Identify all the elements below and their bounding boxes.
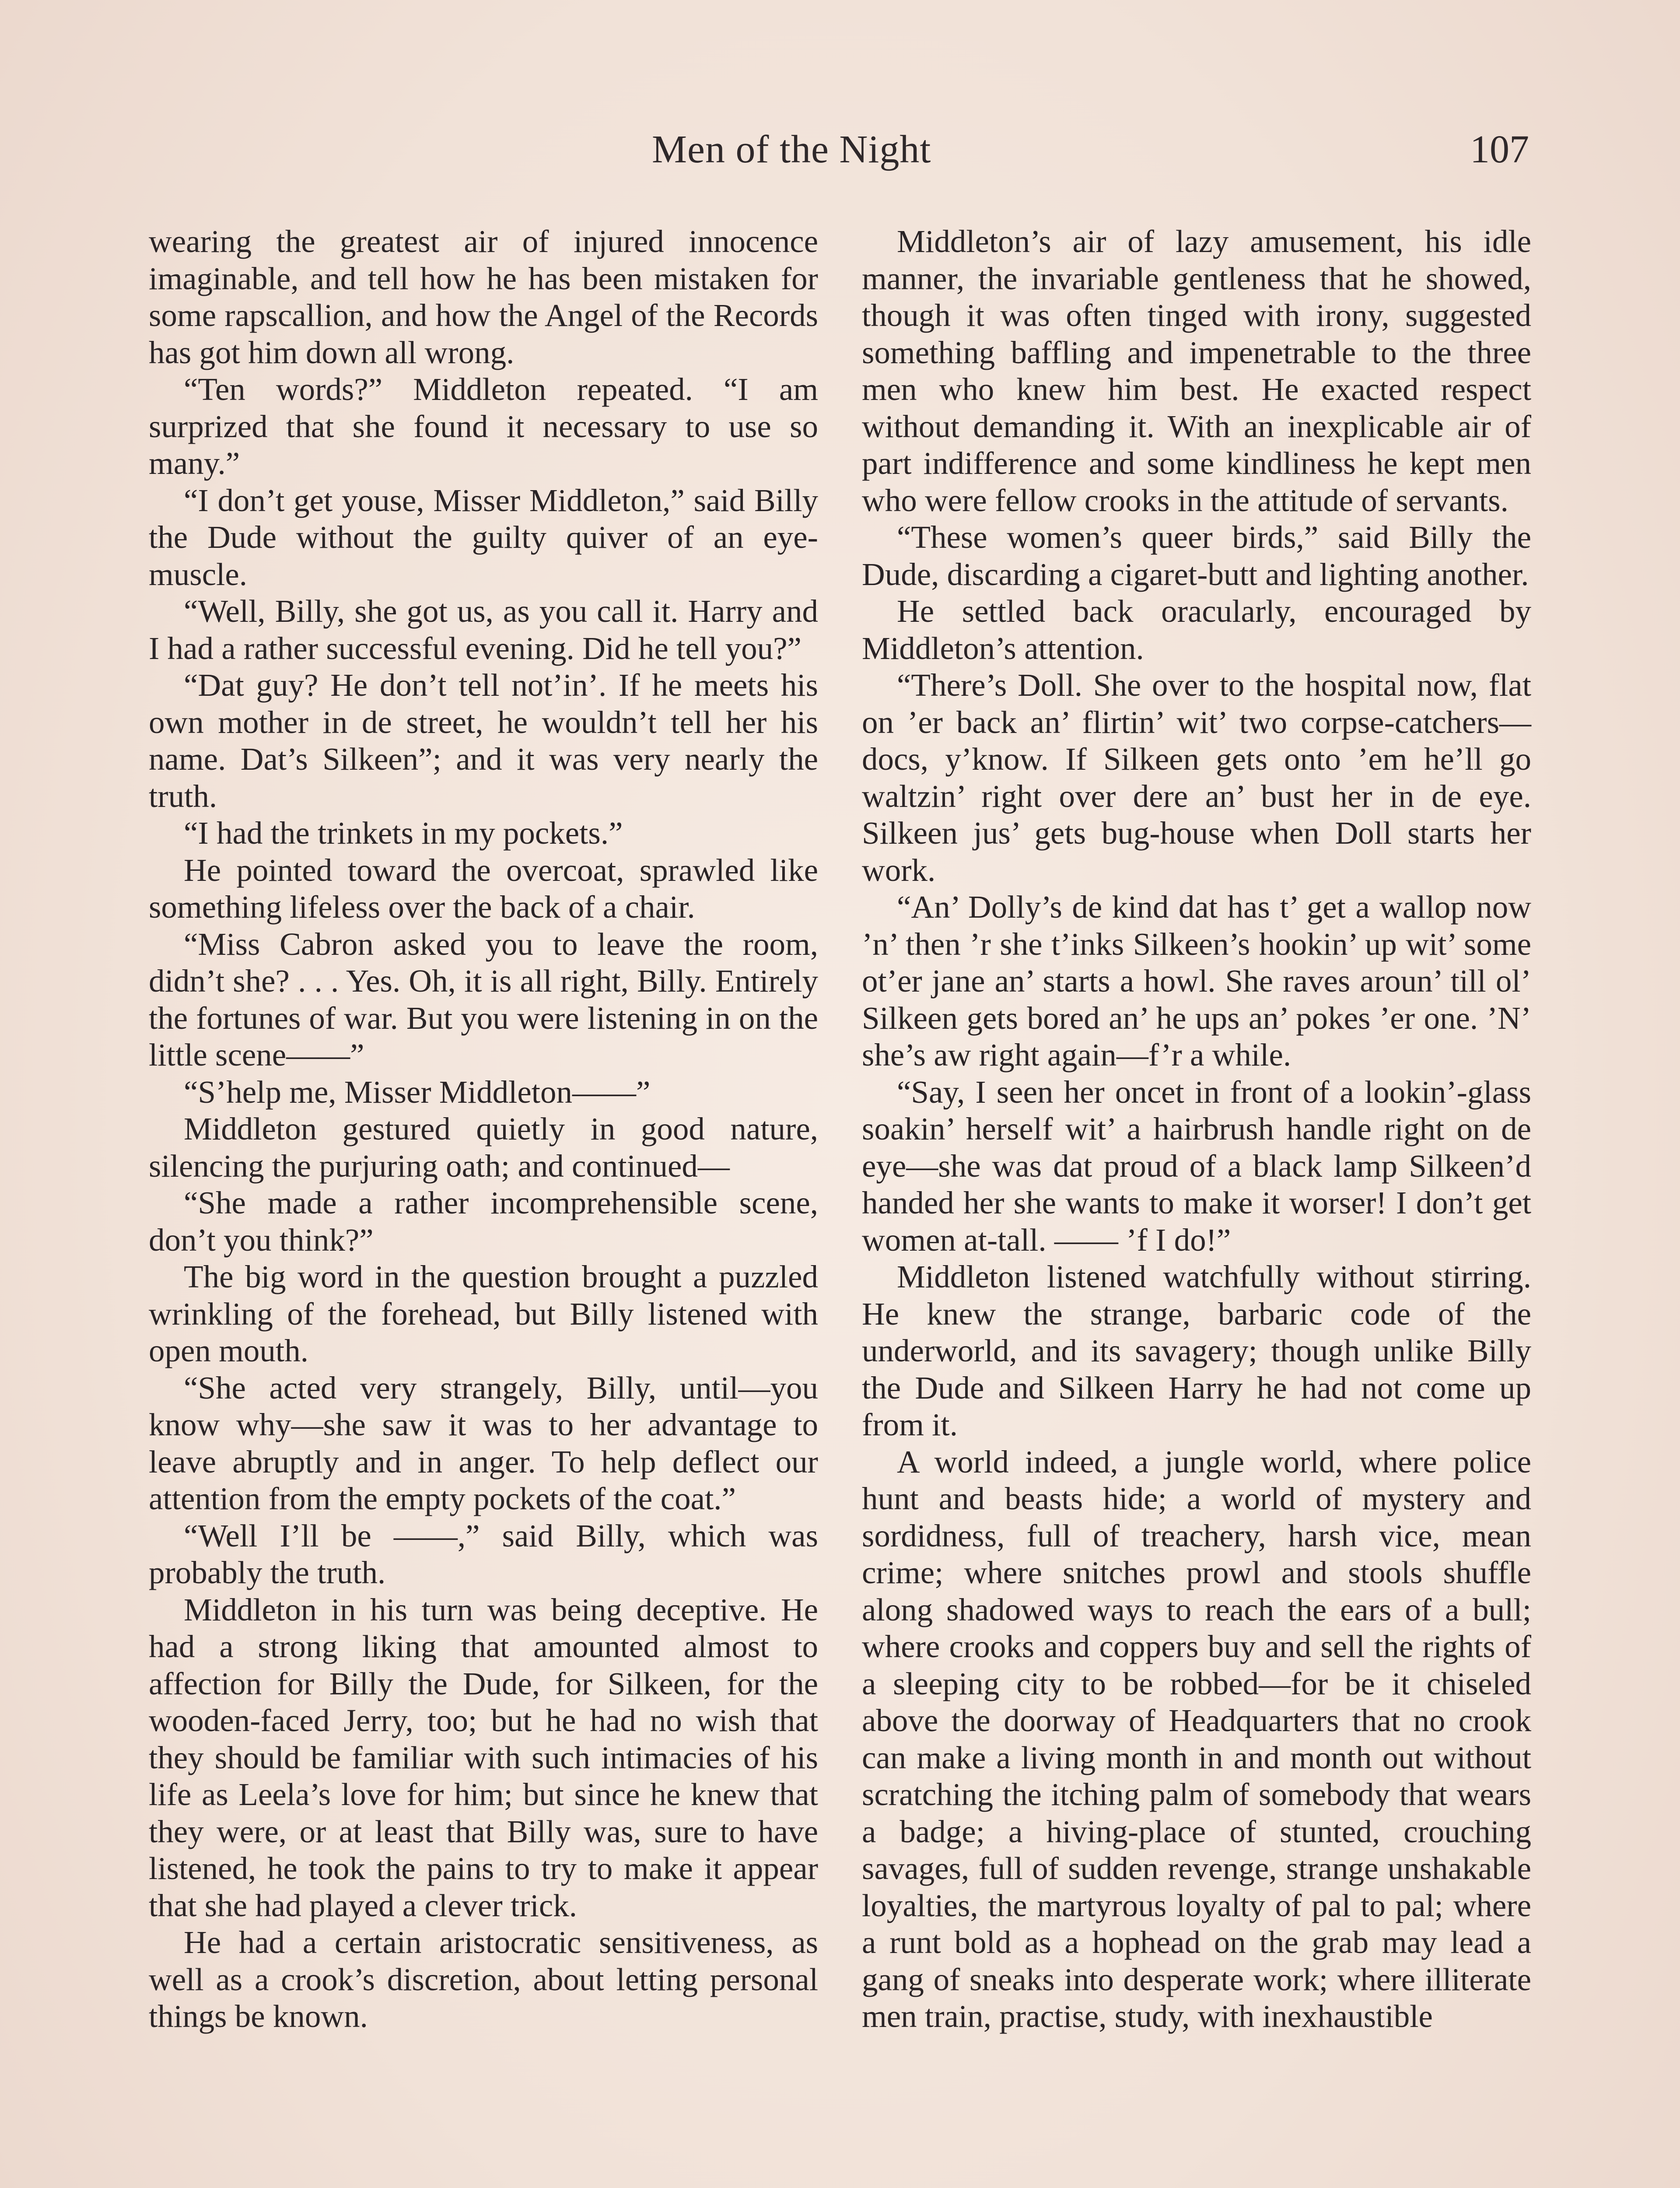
page-number: 107	[1470, 128, 1529, 171]
paragraph: A world indeed, a jungle world, where police hunt and beasts hide; a world of mystery and sordidness, full of treachery, harsh vice, mean crime; where snitches prowl and stools shuffle along shadowed ways to reach the ears of a bull; where crooks and coppers buy and sell the rights of a sleeping city to be robbed—for be it chiseled above the doorway of Headquarters that no crook can make a living month in and month out without scratching the itching palm of somebody that wears a badge; a hiving-place of stunted, crouching savages, full of sudden revenge, strange unshakable loyalties, the martyrous loyalty of pal to pal; where a runt bold as a hophead on the grab may lead a gang of sneaks into desperate work; where illiterate men train, practise, study, with inexhaustible	[862, 1444, 1531, 2034]
paragraph: “She made a rather incomprehensible scene, don’t you think?”	[149, 1185, 818, 1258]
paragraph: He pointed toward the overcoat, sprawled like something lifeless over the back of a chair.	[149, 852, 818, 925]
paragraph: “There’s Doll. She over to the hospital now, flat on ’er back an’ flirtin’ wit’ two corpse-catchers—docs, y’know. If Silkeen gets onto ’em he’ll go waltzin’ right over dere an’ bust her in de eye. Silkeen jus’ gets bug-house when Doll starts her work.	[862, 667, 1531, 888]
paragraph: Middleton’s air of lazy amusement, his idle manner, the invariable gentleness that he showed, though it was often tinged with irony, suggested something baffling and impenetrable to the three men who knew him best. He exacted respect without demanding it. With an inexplicable air of part indifference and some kindliness he kept men who were fellow crooks in the attitude of servants.	[862, 224, 1531, 518]
right-text-column	[862, 223, 1531, 2035]
running-title: Men of the Night	[652, 128, 931, 171]
paragraph: “Well, Billy, she got us, as you call it. Harry and I had a rather successful evening. Did he tell you?”	[149, 593, 818, 666]
left-text-column	[149, 223, 818, 2035]
paragraph: The big word in the question brought a puzzled wrinkling of the forehead, but Billy listened with open mouth.	[149, 1259, 818, 1368]
paragraph: “An’ Dolly’s de kind dat has t’ get a wallop now ’n’ then ’r she t’inks Silkeen’s hookin’ up wit’ some ot’er jane an’ starts a howl. She raves aroun’ till ol’ Silkeen gets bored an’ he ups an’ pokes ’er one. ’N’ she’s aw right again—f’r a while.	[862, 889, 1531, 1073]
paragraph: He had a certain aristocratic sensitiveness, as well as a crook’s discretion, about letting personal things be known.	[149, 1925, 818, 2034]
paragraph: “I don’t get youse, Misser Middleton,” said Billy the Dude without the guilty quiver of an eye-muscle.	[149, 482, 818, 592]
paragraph: Middleton listened watchfully without stirring. He knew the strange, barbaric code of the underworld, and its savagery; though unlike Billy the Dude and Silkeen Harry he had not come up from it.	[862, 1259, 1531, 1442]
paragraph: “Ten words?” Middleton repeated. “I am surprized that she found it necessary to use so many.”	[149, 372, 818, 481]
paragraph: “Miss Cabron asked you to leave the room, didn’t she? . . . Yes. Oh, it is all right, Billy. Entirely the fortunes of war. But you were listening in on the little scene——”	[149, 926, 818, 1073]
paragraph: “S’help me, Misser Middleton——”	[184, 1074, 651, 1110]
paragraph: “Dat guy? He don’t tell not’in’. If he meets his own mother in de street, he wouldn’t tell her his name. Dat’s Silkeen”; and it was very nearly the truth.	[149, 667, 818, 814]
paragraph: “She acted very strangely, Billy, until—you know why—she saw it was to her advantage to leave abruptly and in anger. To help deflect our attention from the empty pockets of the coat.”	[149, 1370, 818, 1516]
paragraph: He settled back oracularly, encouraged by Middleton’s attention.	[862, 593, 1531, 666]
paragraph: “Well I’ll be ——,” said Billy, which was probably the truth.	[149, 1518, 818, 1590]
paragraph: Middleton in his turn was being deceptive. He had a strong liking that amounted almost to affection for Billy the Dude, for Silkeen, for the wooden-faced Jerry, too; but he had no wish that they should be familiar with such intimacies of his life as Leela’s love for him; but since he knew that they were, or at least that Billy was, sure to have listened, he took the pains to try to make it appear that she had played a clever trick.	[149, 1592, 818, 1923]
paragraph: wearing the greatest air of injured innocence imaginable, and tell how he has been mistaken for some rapscallion, and how the Angel of the Records has got him down all wrong.	[149, 224, 818, 370]
paragraph: “Say, I seen her oncet in front of a lookin’-glass soakin’ herself wit’ a hairbrush handle right on de eye—she was dat proud of a black lamp Silkeen’d handed her she wants to make it worser! I don’t get women at-tall. —— ’f I do!”	[862, 1074, 1531, 1258]
paragraph: “These women’s queer birds,” said Billy the Dude, discarding a cigaret-butt and lighting another.	[862, 519, 1531, 592]
paragraph: “I had the trinkets in my pockets.”	[184, 815, 623, 851]
paragraph: Middleton gestured quietly in good nature, silencing the purjuring oath; and continued—	[149, 1111, 818, 1184]
